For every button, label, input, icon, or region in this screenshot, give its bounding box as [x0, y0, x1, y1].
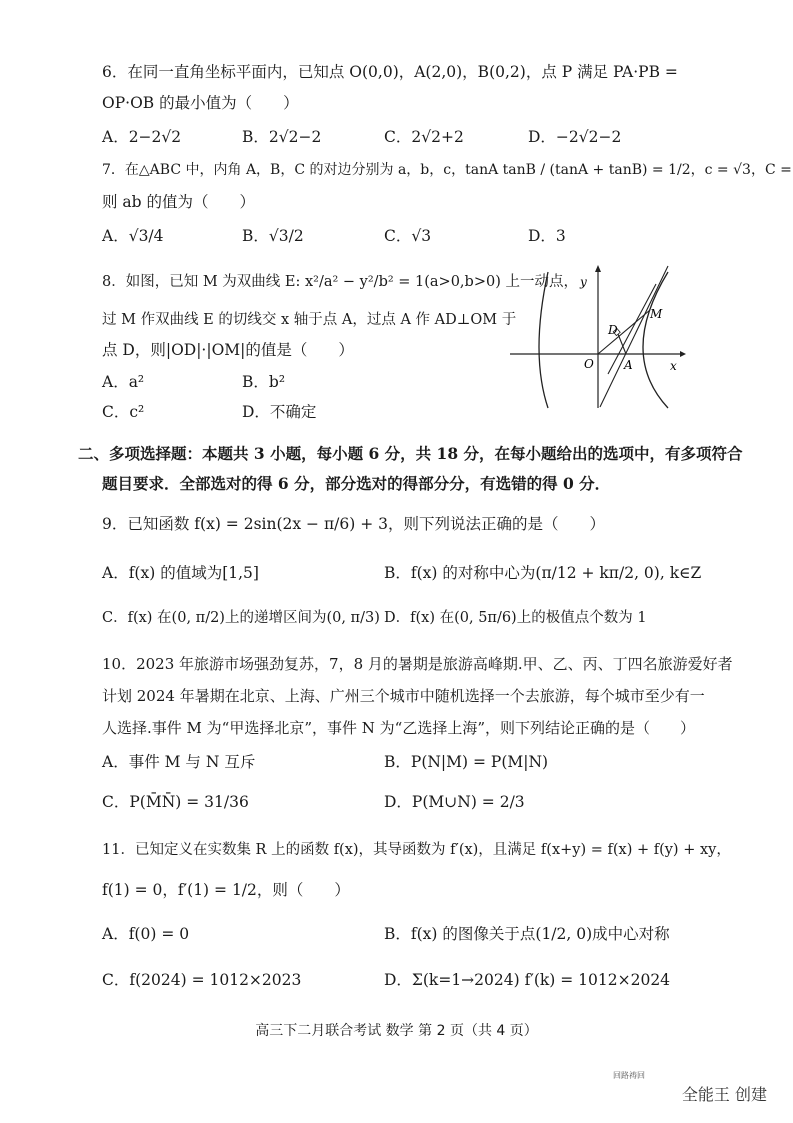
page-footer: 高三下二月联合考试 数学 第 2 页（共 4 页）: [255, 1023, 538, 1039]
q11-line1: 11．已知定义在实数集 R 上的函数 f(x)，其导函数为 f′(x)，且满足 f(x+y) = f(x) + f(y) + xy，: [102, 842, 731, 858]
scanner-watermark: 全能王 创建: [681, 1085, 767, 1104]
qr-code-caption: 回路祷回: [613, 1071, 645, 1080]
q7-option-c: C．√3: [384, 227, 432, 245]
q10-option-b: B．P(N|M) = P(M|N): [384, 753, 549, 771]
q7-line1: 7．在△ABC 中，内角 A，B，C 的对边分别为 a，b，c，tanA tanB / (tanA + tanB) = 1/2，c = √3，C =: [102, 162, 792, 178]
q10-option-a: A．事件 M 与 N 互斥: [102, 753, 256, 771]
q6-option-a: A．2−2√2: [102, 128, 182, 146]
q6-option-c: C．2√2+2: [384, 128, 464, 146]
q10-option-c: C．P(M̄N̄) = 31/36: [102, 793, 249, 811]
q10-option-d: D．P(M∪N) = 2/3: [384, 793, 525, 811]
q8-line2: 过 M 作双曲线 E 的切线交 x 轴于点 A，过点 A 作 AD⊥OM 于: [102, 312, 517, 328]
fig-label-d: D: [608, 323, 618, 337]
q6-line1: 6．在同一直角坐标平面内，已知点 O(0,0)，A(2,0)，B(0,2)，点 P 满足 PA·PB =: [102, 63, 678, 81]
q9-option-a: A．f(x) 的值域为[1,5]: [102, 564, 259, 582]
q9-option-c: C．f(x) 在(0, π/2)上的递增区间为(0, π/3): [102, 610, 380, 626]
fig-label-y: y: [580, 275, 587, 289]
q10-line1: 10．2023 年旅游市场强劲复苏，7，8 月的暑期是旅游高峰期.甲、乙、丙、丁四名旅游爱好者: [102, 655, 733, 673]
section2-line2: 题目要求．全部选对的得 6 分，部分选对的得部分分，有选错的得 0 分．: [102, 474, 611, 493]
q10-line3: 人选择.事件 M 为“甲选择北京”，事件 N 为“乙选择上海”，则下列结论正确的是（ ）: [102, 719, 696, 737]
q8-line1: 8．如图，已知 M 为双曲线 E: x²/a² − y²/b² = 1(a>0,b>0) 上一动点，: [102, 274, 578, 290]
hyperbola-figure: [508, 262, 686, 410]
q8-line3: 点 D，则|OD|·|OM|的值是（ ）: [102, 341, 354, 359]
q7-option-d: D．3: [528, 227, 566, 245]
fig-label-o: O: [584, 357, 594, 371]
q11-option-b: B．f(x) 的图像关于点(1/2, 0)成中心对称: [384, 925, 670, 943]
q9-option-d: D．f(x) 在(0, 5π/6)上的极值点个数为 1: [384, 610, 647, 626]
fig-label-m: M: [650, 307, 663, 321]
q11-line2: f(1) = 0，f′(1) = 1/2，则（ ）: [102, 881, 350, 899]
q6-line2: OP·OB 的最小值为（ ）: [102, 94, 299, 112]
q8-option-a: A．a²: [102, 373, 145, 391]
q11-option-d: D．Σ(k=1→2024) f′(k) = 1012×2024: [384, 971, 671, 989]
q8-option-d: D．不确定: [242, 403, 317, 421]
q7-option-b: B．√3/2: [242, 227, 304, 245]
q9-line1: 9．已知函数 f(x) = 2sin(2x − π/6) + 3，则下列说法正确的是（ ）: [102, 515, 605, 533]
q6-option-b: B．2√2−2: [242, 128, 322, 146]
q8-option-b: B．b²: [242, 373, 286, 391]
q10-line2: 计划 2024 年暑期在北京、上海、广州三个城市中随机选择一个去旅游，每个城市至少有一: [102, 687, 705, 705]
q7-line2: 则 ab 的值为（ ）: [102, 193, 256, 211]
q7-option-a: A．√3/4: [102, 227, 164, 245]
fig-label-a: A: [624, 358, 633, 372]
q8-option-c: C．c²: [102, 403, 145, 421]
q11-option-a: A．f(0) = 0: [102, 925, 190, 943]
fig-label-x: x: [670, 359, 677, 373]
section2-line1: 二、多项选择题：本题共 3 小题，每小题 6 分，共 18 分，在每小题给出的选项中，有多项符合: [78, 444, 743, 463]
q6-option-d: D．−2√2−2: [528, 128, 622, 146]
q11-option-c: C．f(2024) = 1012×2023: [102, 971, 302, 989]
q9-option-b: B．f(x) 的对称中心为(π/12 + kπ/2, 0), k∈Z: [384, 564, 702, 582]
